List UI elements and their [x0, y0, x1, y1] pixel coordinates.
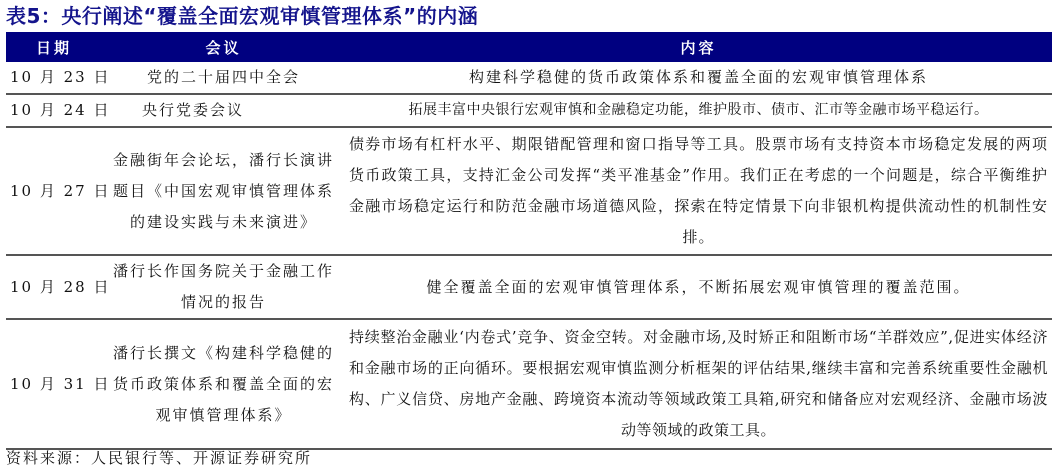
- cell-content: 债券市场有杠杆水平、期限错配管理和窗口指导等工具。股票市场有支持资本市场稳定发展的两项货币政策工具，支持汇金公司发挥“类平准基金”作用。我们正在考虑的一个问题是，综合平衡维护金融市场稳定运行和防范金融市场道德风险，探索在特定情景下向非银机构提供流动性的机制性安排。: [345, 127, 1052, 255]
- cell-meeting: 党的二十届四中全会: [102, 62, 345, 94]
- header-date: 日期: [6, 32, 102, 62]
- cell-meeting: 金融街年会论坛，潘行长演讲题目《中国宏观审慎管理体系的建设实践与未来演进》: [102, 127, 345, 255]
- table-row: [6, 62, 1052, 94]
- cell-meeting: 央行党委会议: [102, 94, 345, 127]
- cell-content: 拓展丰富中央银行宏观审慎和金融稳定功能，维护股市、债市、汇市等金融市场平稳运行。: [345, 94, 1052, 127]
- cell-date: 10 月 23 日: [6, 62, 102, 94]
- table-row: [6, 255, 1052, 319]
- cell-content: 持续整治金融业‘内卷式’竞争、资金空转。对金融市场,及时矫正和阻断市场“羊群效应”,促进实体经济和金融市场的正向循环。要根据宏观审慎监测分析框架的评估结果,继续丰富和完善系统重要性金融机构、广义信贷、房地产金融、跨境资本流动等领域政策工具箱,研究和储备应对宏观经济、金融市场波动等领域的政策工具。: [345, 319, 1052, 449]
- policy-table: [6, 32, 1052, 450]
- table-row: [6, 127, 1052, 255]
- source-note: 资料来源：人民银行等、开源证券研究所: [6, 449, 313, 467]
- header-meeting: 会议: [102, 32, 345, 62]
- cell-content: 健全覆盖全面的宏观审慎管理体系，不断拓展宏观审慎管理的覆盖范围。: [345, 255, 1052, 319]
- header-content: 内容: [345, 32, 1052, 62]
- cell-meeting: 潘行长撰文《构建科学稳健的货币政策体系和覆盖全面的宏观审慎管理体系》: [102, 319, 345, 449]
- table-header-row: [6, 32, 1052, 62]
- cell-date: 10 月 27 日: [6, 127, 102, 255]
- cell-content: 构建科学稳健的货币政策体系和覆盖全面的宏观审慎管理体系: [345, 62, 1052, 94]
- cell-date: 10 月 31 日: [6, 319, 102, 449]
- table-row: [6, 319, 1052, 449]
- table-title: 表5：央行阐述“覆盖全面宏观审慎管理体系”的内涵: [6, 4, 479, 28]
- table-row: [6, 94, 1052, 127]
- cell-date: 10 月 24 日: [6, 94, 102, 127]
- cell-date: 10 月 28 日: [6, 255, 102, 319]
- cell-meeting: 潘行长作国务院关于金融工作情况的报告: [102, 255, 345, 319]
